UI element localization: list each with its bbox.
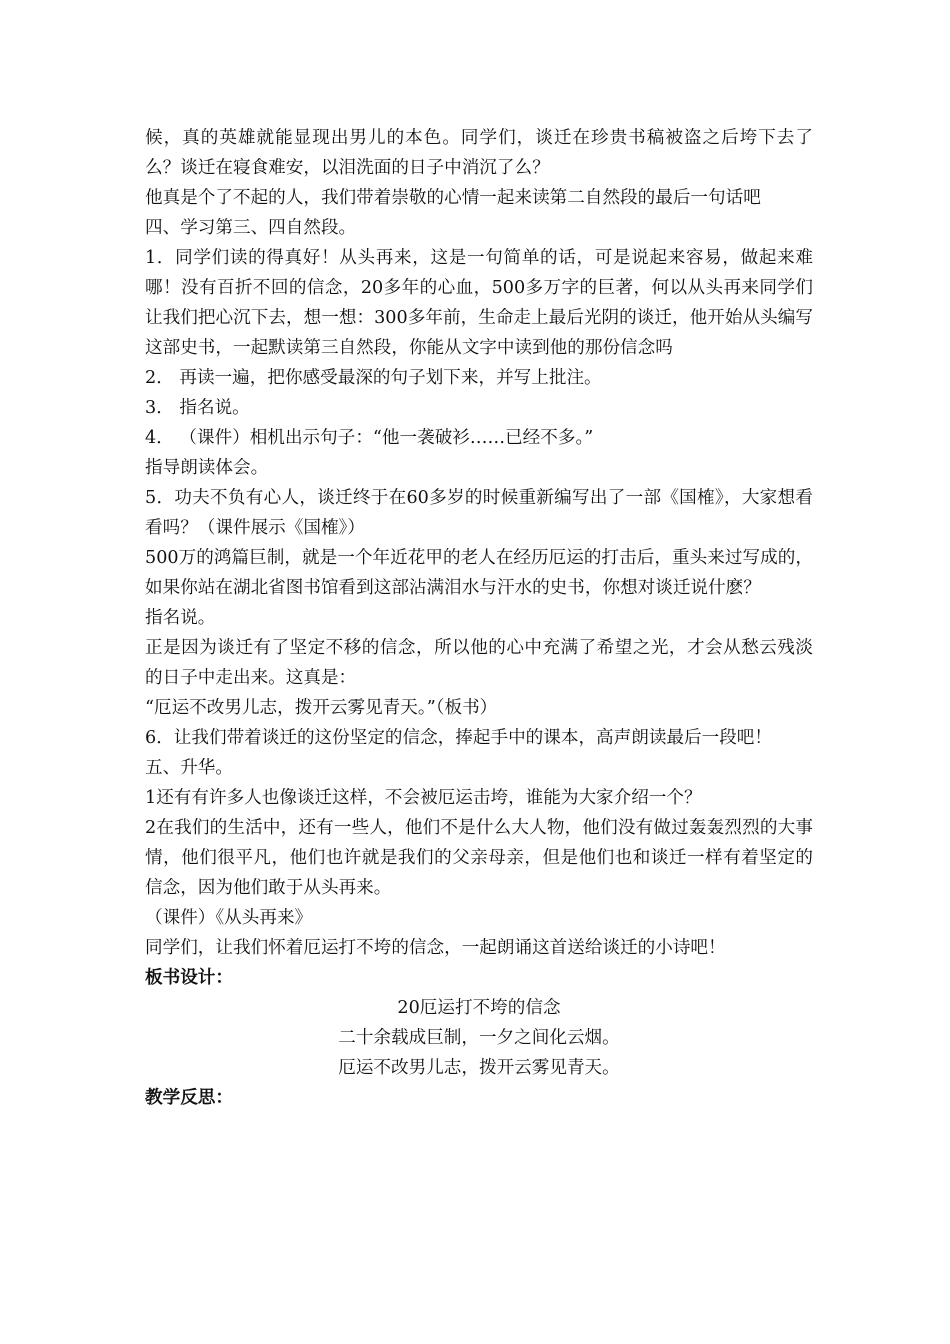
paragraph: 同学们，让我们怀着厄运打不垮的信念，一起朗诵这首送给谈迁的小诗吧！ [145, 938, 726, 958]
section-heading: 四、学习第三、四自然段。 [145, 218, 357, 238]
section-heading: 五、升华。 [145, 758, 233, 778]
paragraph: 500万的鸿篇巨制，就是一个年近花甲的老人在经历厄运的打击后，重头来过写成的，如果你站在湖北省图书馆看到这部沾满泪水与汗水的史书，你想对谈迁说什麽？ [145, 548, 813, 598]
paragraph: 4． （课件）相机出示句子：“他一袭破衫……已经不多。” [145, 428, 594, 448]
paragraph: 指导朗读体会。 [145, 458, 269, 478]
board-design-line: 二十余载成巨制，一夕之间化云烟。 [338, 1028, 620, 1048]
paragraph: 指名说。 [145, 608, 216, 628]
board-design-line: 厄运不改男儿志，拨开云雾见青天。 [338, 1058, 620, 1078]
paragraph: 1还有有许多人也像谈迁这样，不会被厄运击垮，谁能为大家介绍一个？ [145, 788, 702, 808]
paragraph: 正是因为谈迁有了坚定不移的信念，所以他的心中充满了希望之光，才会从愁云残淡的日子中走出来。这真是： [145, 638, 813, 688]
paragraph: 5．功夫不负有心人，谈迁终于在60多岁的时候重新编写出了一部《国榷》，大家想看看吗？（课件展示《国榷》） [145, 488, 813, 538]
board-design-heading: 板书设计： [145, 968, 233, 988]
board-design-title: 20厄运打不垮的信念 [397, 998, 561, 1018]
paragraph: 他真是个了不起的人，我们带着崇敬的心情一起来读第二自然段的最后一句话吧 [145, 188, 761, 208]
paragraph: 3． 指名说。 [145, 398, 250, 418]
reflection-heading: 教学反思： [145, 1088, 233, 1108]
paragraph: 2在我们的生活中，还有一些人，他们不是什么大人物，他们没有做过轰轰烈烈的大事情，他们很平凡，他们也许就是我们的父亲母亲，但是他们也和谈迁一样有着坚定的信念，因为他们敢于从头再来。 [145, 818, 813, 898]
paragraph: 6．让我们带着谈迁的这份坚定的信念，捧起手中的课本，高声朗读最后一段吧！ [145, 728, 772, 748]
paragraph: 2． 再读一遍，把你感受最深的句子划下来，并写上批注。 [145, 368, 602, 388]
paragraph: “厄运不改男儿志，拨开云雾见青天。”（板书） [145, 698, 498, 718]
paragraph: 1．同学们读的得真好！从头再来，这是一句简单的话，可是说起来容易，做起来难哪！没有百折不回的信念，20多年的心血，500多万字的巨著，何以从头再来同学们让我们把心沉下去，想一想：300多年前，生命走上最后光阴的谈迁，他开始从头编写这部史书，一起默读第三自然段，你能从文字中读到他的那份信念吗 [145, 248, 813, 358]
paragraph: 候，真的英雄就能显现出男儿的本色。同学们，谈迁在珍贵书稿被盗之后垮下去了么？谈迁在寝食难安，以泪洗面的日子中消沉了么？ [145, 128, 813, 178]
document-body [145, 123, 813, 1113]
paragraph: （课件）《从头再来》 [145, 908, 313, 928]
